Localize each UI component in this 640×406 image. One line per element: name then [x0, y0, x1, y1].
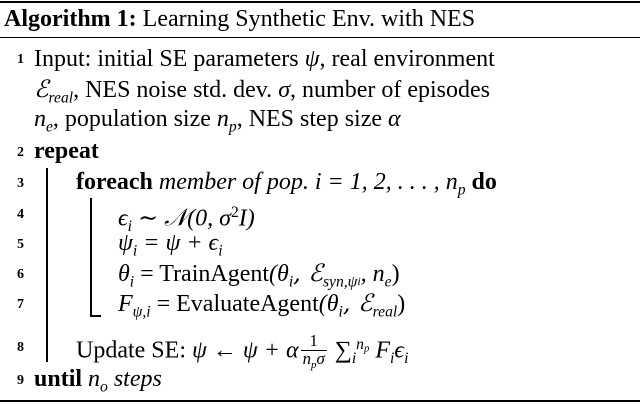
no-subscript: o — [100, 378, 108, 396]
den-n-subscript: p — [310, 358, 317, 371]
den-n: n — [302, 349, 311, 369]
steps-text: steps — [113, 366, 162, 392]
fraction-denominator — [301, 351, 327, 371]
psi-symbol: ψ — [304, 46, 320, 72]
fitness-term-subscript: i — [390, 350, 395, 368]
step-text: , NES step size — [236, 106, 388, 132]
episodes-text: , number of episodes — [290, 77, 490, 103]
sigma-symbol: σ — [278, 77, 291, 103]
line-number-5: 5 — [17, 237, 24, 252]
algorithm-label: Algorithm 1: — [4, 6, 137, 32]
line-number-2: 2 — [17, 145, 24, 160]
do-keyword: do — [471, 169, 497, 195]
theta-arg: (θ — [318, 291, 339, 317]
n-subscript: e — [46, 118, 53, 136]
line-number-3: 3 — [17, 176, 24, 191]
line-number-8: 8 — [17, 340, 24, 355]
line-number-6: 6 — [17, 267, 24, 282]
ne-arg: , n — [360, 261, 385, 287]
n-symbol: n — [34, 106, 46, 132]
normal-args: (0, σ — [187, 205, 231, 232]
input-text: Input: initial SE parameters — [34, 46, 305, 72]
sum-upper: n — [356, 336, 364, 353]
env-symbol: ℰ — [34, 75, 49, 103]
until-line — [34, 364, 162, 402]
psi-subscript: i — [132, 242, 138, 260]
theta-symbol: θ — [118, 261, 130, 287]
line-number-1: 1 — [17, 52, 24, 67]
line-number-7: 7 — [17, 297, 24, 312]
train-agent-fn: TrainAgent — [159, 261, 270, 287]
epsilon-subscript: i — [127, 218, 133, 236]
evaluate-line — [118, 288, 405, 327]
fitness-symbol: F — [118, 291, 133, 317]
close-paren: ) — [397, 291, 406, 317]
env-subscript: real — [48, 89, 74, 107]
equals-sign: = — [150, 291, 177, 317]
sim-symbol: ∼ — [132, 205, 165, 232]
sum-lower: i — [351, 350, 357, 368]
env-symbol: , ℰ — [293, 259, 323, 287]
env-subscript: syn,ψ — [322, 273, 358, 291]
theta-arg-subscript: i — [338, 303, 343, 321]
pop-text: , population size — [52, 106, 217, 132]
noise-text: , NES noise std. dev. — [73, 77, 279, 103]
no-symbol: n — [88, 366, 101, 392]
psi-symbol: ψ — [118, 230, 133, 256]
ne-subscript: e — [384, 273, 392, 291]
sum-symbol: ∑ — [328, 337, 352, 364]
theta-subscript: i — [129, 273, 135, 291]
repeat-keyword: repeat — [34, 138, 99, 164]
n-symbol: n — [216, 106, 229, 132]
fitness-subscript: ψ,i — [132, 303, 151, 321]
update-expression: ψ ← ψ + α — [191, 337, 299, 364]
equals-sign: = — [134, 261, 160, 287]
foreach-block-bar — [90, 198, 92, 316]
foreach-block-end — [90, 315, 101, 317]
evaluate-agent-fn: EvaluateAgent — [176, 291, 319, 317]
env-subscript: real — [372, 303, 398, 321]
line-number-4: 4 — [17, 207, 24, 222]
algorithm-name: Learning Synthetic Env. with NES — [142, 6, 476, 32]
alpha-symbol: α — [388, 106, 401, 132]
sum-upper-subscript: p — [363, 342, 370, 355]
update-text: Update SE: — [76, 337, 192, 364]
line-number-9: 9 — [17, 373, 24, 388]
repeat-block-bar — [46, 168, 48, 362]
identity-symbol: I) — [238, 205, 255, 232]
env-subsubscript: i — [357, 274, 361, 289]
env-symbol: , ℰ — [342, 289, 373, 317]
input-text-cont: , real environment — [319, 46, 495, 72]
input-line-row-1 — [34, 44, 495, 74]
epsilon-symbol: ϵ — [118, 205, 128, 232]
foreach-subscript: p — [457, 181, 466, 199]
epsilon-term-subscript: i — [404, 350, 409, 368]
title-rule — [0, 37, 640, 38]
foreach-range: i = 1, 2, . . . , n — [314, 169, 458, 195]
algorithm-title — [4, 2, 475, 36]
close-paren: ) — [391, 261, 400, 287]
theta-arg: (θ — [269, 261, 289, 287]
normal-symbol: 𝒩 — [164, 203, 188, 232]
bottom-rule — [0, 400, 640, 402]
update-fraction — [301, 333, 327, 371]
psi-expression: = ψ + ϵ — [137, 230, 219, 256]
epsilon-term: ϵ — [394, 337, 405, 364]
foreach-text: member of pop. — [158, 169, 309, 195]
den-sigma: σ — [316, 349, 325, 369]
fraction-numerator: 1 — [301, 333, 327, 351]
until-keyword: until — [34, 366, 83, 392]
n-subscript: p — [228, 118, 237, 136]
epsilon-subscript: i — [218, 242, 223, 260]
fitness-term: F — [369, 337, 391, 364]
theta-arg-subscript: i — [288, 273, 294, 291]
square-sup: 2 — [230, 204, 239, 221]
foreach-keyword: foreach — [76, 169, 153, 195]
